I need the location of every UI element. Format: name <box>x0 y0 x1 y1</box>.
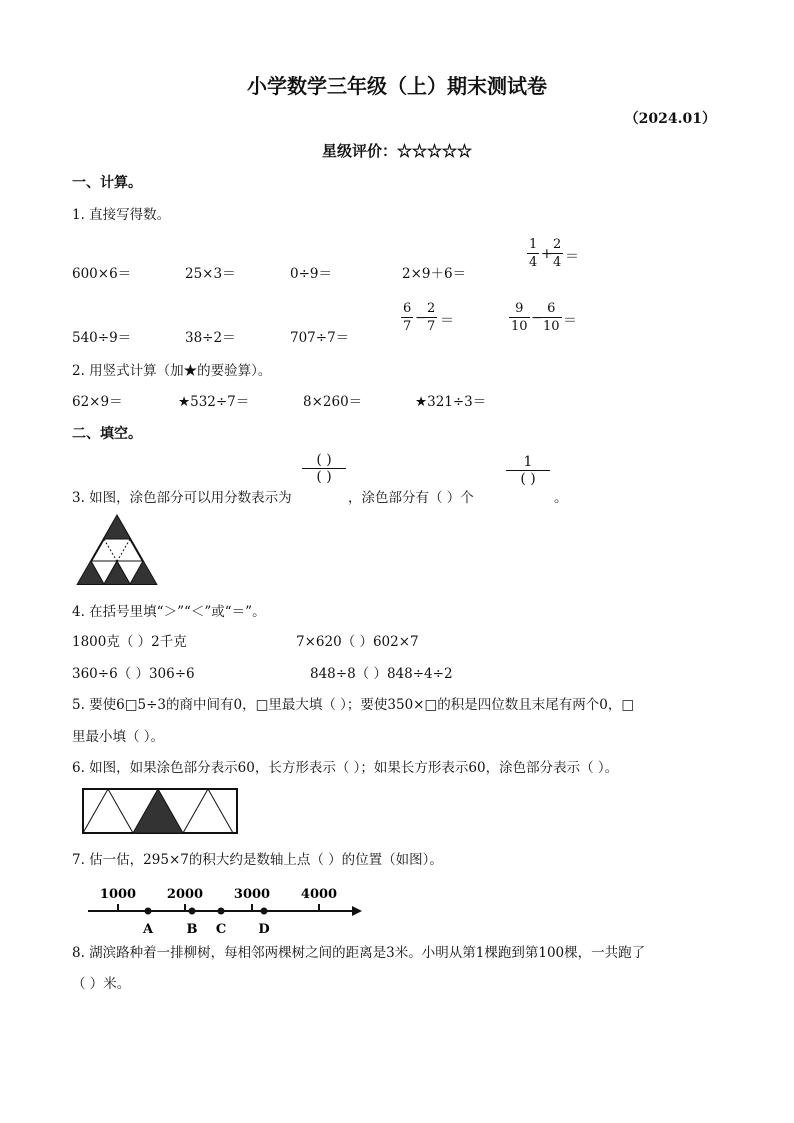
point-label: C <box>215 922 227 936</box>
point-label: D <box>258 922 270 936</box>
fraction-2a: 6 7 <box>403 301 412 334</box>
q3-prompt: 3. 如图，涂色部分可以用分数表示为 <box>72 490 292 506</box>
fraction-3-eq: ＝ <box>563 313 577 329</box>
q1-prompt: 1. 直接写得数。 <box>72 207 171 223</box>
vertical-item: ★532÷7＝ <box>178 394 250 410</box>
calc-item: 540÷9＝ <box>72 330 132 346</box>
calc-item: 707÷7＝ <box>290 330 350 346</box>
fraction-3b: 6 10 <box>543 301 560 334</box>
calc-item: 2×9＋6＝ <box>402 266 467 282</box>
vertical-item: ★321÷3＝ <box>415 394 487 410</box>
q5-line2: 里最小填（ ）。 <box>72 729 165 745</box>
fraction-2-op: − <box>415 310 427 326</box>
calc-item: 600×6＝ <box>72 266 132 282</box>
fraction-2b: 2 7 <box>427 301 436 334</box>
q3-fraction-blank: ( ) ( ) <box>302 452 346 485</box>
fraction-2-eq: ＝ <box>440 313 454 329</box>
calc-item: 0÷9＝ <box>290 266 332 282</box>
fraction-1a: 1 4 <box>529 237 538 270</box>
q3-prompt-end: 。 <box>554 490 568 506</box>
axis-tick-label: 1000 <box>99 887 137 902</box>
q7-prompt: 7. 估一估，295×7的积大约是数轴上点（ ）的位置（如图）。 <box>72 852 443 868</box>
q3-prompt-cont: ，涂色部分有（ ）个 <box>348 490 474 506</box>
compare-item: 360÷6（ ）306÷6 <box>72 666 195 682</box>
fraction-1b: 2 4 <box>553 237 562 270</box>
point-label: B <box>186 922 198 936</box>
section-calc-heading: 一、计算。 <box>72 175 142 191</box>
section-fill-heading: 二、填空。 <box>72 426 142 442</box>
fraction-3a: 9 10 <box>511 301 528 334</box>
compare-item: 7×620（ ）602×7 <box>296 634 419 650</box>
axis-tick-label: 3000 <box>233 887 271 902</box>
q8-line2: （ ）米。 <box>72 976 131 992</box>
compare-item: 848÷8（ ）848÷4÷2 <box>310 666 453 682</box>
triangle-figure <box>76 514 158 586</box>
q6-prompt: 6. 如图，如果涂色部分表示60，长方形表示（ ）；如果长方形表示60，涂色部分表示（ ）。 <box>72 760 619 776</box>
fraction-1-op: + <box>541 246 553 262</box>
vertical-item: 62×9＝ <box>72 394 123 410</box>
page-title: 小学数学三年级（上）期末测试卷 <box>247 74 547 98</box>
q3-unit-fraction: 1 ( ) <box>506 454 550 487</box>
calc-item: 38÷2＝ <box>185 330 236 346</box>
vertical-item: 8×260＝ <box>303 394 363 410</box>
exam-date: （2024.01） <box>624 111 716 127</box>
axis-tick-label: 2000 <box>166 887 204 902</box>
axis-tick-label: 4000 <box>300 887 338 902</box>
rectangle-figure <box>82 788 238 834</box>
compare-item: 1800克（ ）2千克 <box>72 634 187 650</box>
q4-prompt: 4. 在括号里填“＞”“＜”或“＝”。 <box>72 604 266 620</box>
point-label: A <box>142 922 154 936</box>
number-line <box>84 880 370 936</box>
fraction-3-op: − <box>531 310 543 326</box>
q2-prompt: 2. 用竖式计算（加★的要验算）。 <box>72 363 272 379</box>
calc-item: 25×3＝ <box>185 266 236 282</box>
q8-line1: 8. 湖滨路种着一排柳树，每相邻两棵树之间的距离是3米。小明从第1棵跑到第100棵，一共跑了 <box>72 945 646 961</box>
q5-line1: 5. 要使6□5÷3的商中间有0，□里最大填（ ）；要使350×□的积是四位数且末尾有两个0，□ <box>72 697 635 713</box>
star-rating: 星级评价：☆☆☆☆☆ <box>321 142 472 160</box>
fraction-1-eq: ＝ <box>565 249 579 265</box>
